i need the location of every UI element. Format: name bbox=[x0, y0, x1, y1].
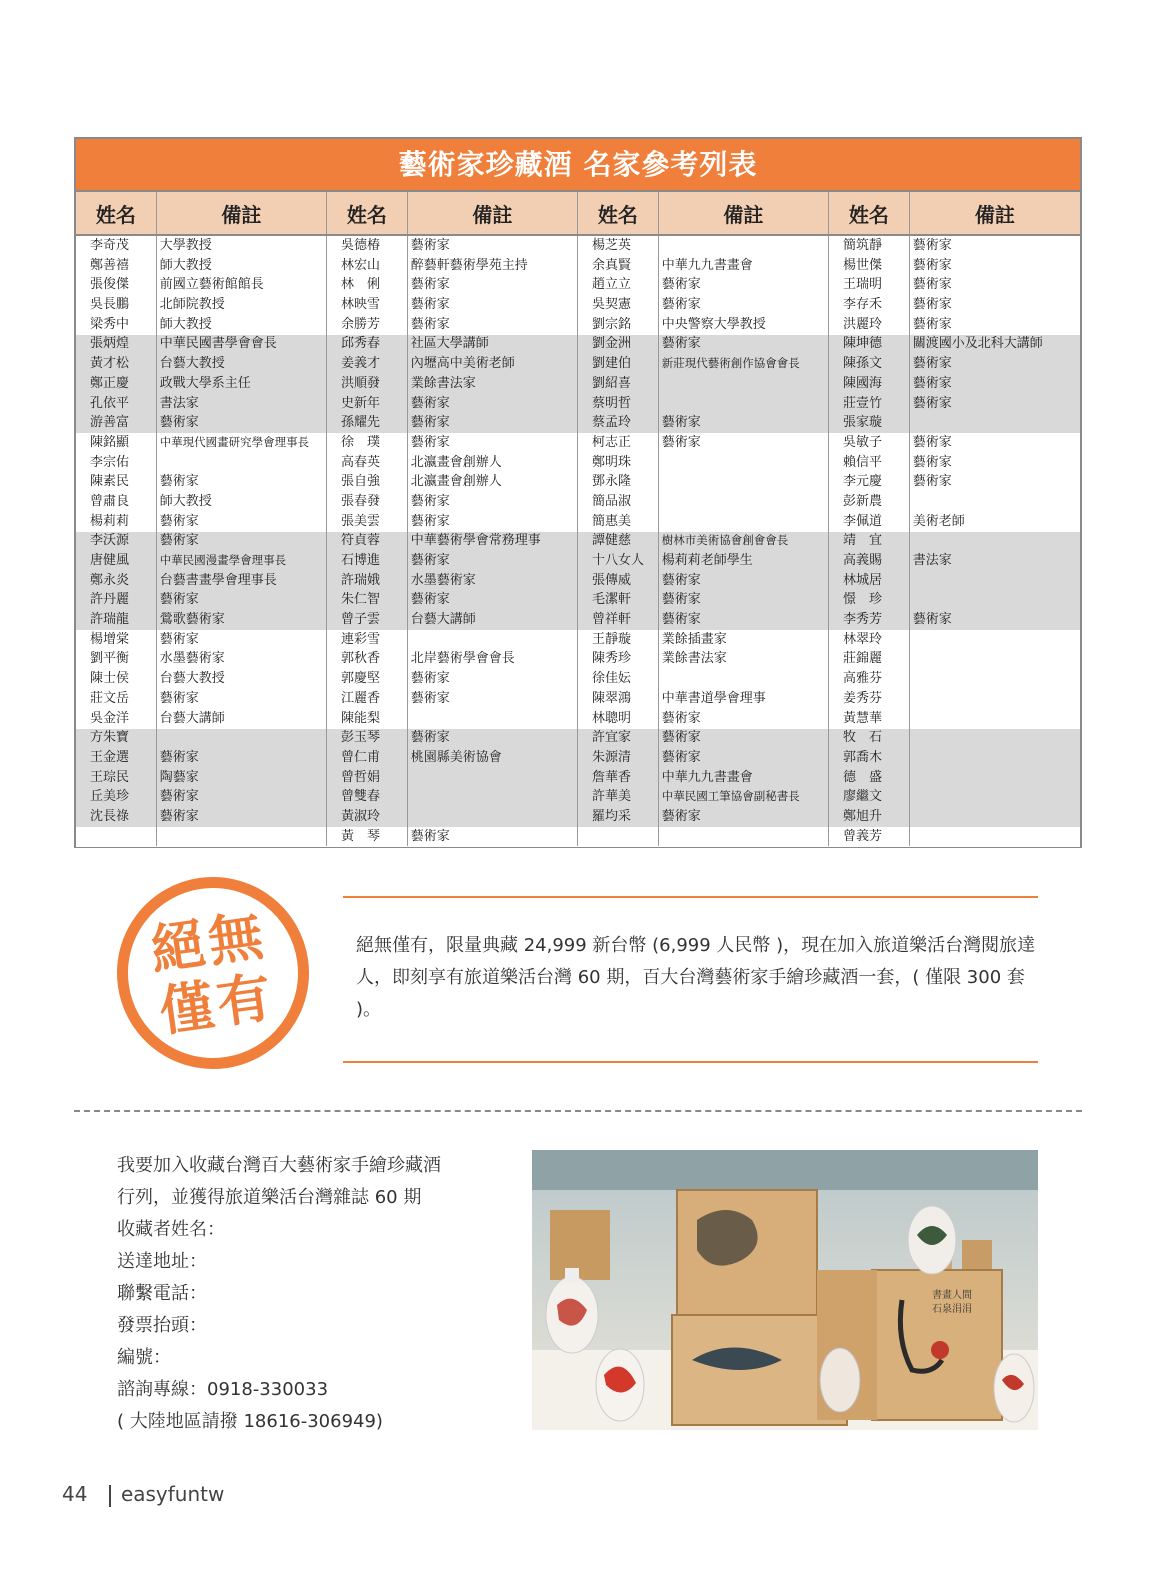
artist-note: 中央警察大學教授 bbox=[661, 316, 766, 332]
artist-note: 藝術家 bbox=[661, 277, 701, 293]
artist-name: 沈長祿 bbox=[90, 808, 130, 824]
artist-note: 藝術家 bbox=[912, 316, 952, 332]
artist-note: 藝術家 bbox=[661, 297, 701, 313]
artist-note: 藝術家 bbox=[661, 808, 701, 824]
header-name: 姓名 bbox=[76, 192, 157, 234]
artist-note: 藝術家 bbox=[912, 454, 952, 470]
artist-note bbox=[910, 768, 1080, 788]
artist-note bbox=[910, 649, 1080, 669]
artist-name bbox=[578, 827, 658, 847]
artist-note: 中華書道學會理事 bbox=[661, 690, 766, 706]
artist-note bbox=[157, 453, 326, 473]
collector-name-field: 收藏者姓名： bbox=[117, 1219, 225, 1240]
note-column bbox=[910, 236, 1080, 846]
artist-note: 台藝大教授 bbox=[159, 356, 225, 372]
header-note: 備註 bbox=[157, 192, 327, 234]
page-number: 44 bbox=[62, 1482, 88, 1506]
artist-name: 高義賜 bbox=[843, 553, 883, 568]
artist-name: 徐佳妘 bbox=[592, 671, 632, 687]
artist-name: 徐 璞 bbox=[341, 434, 381, 450]
artist-name: 李奇茂 bbox=[90, 238, 130, 253]
artist-name: 譚健慈 bbox=[592, 533, 632, 549]
artist-note: 藝術家 bbox=[410, 513, 450, 529]
box-inscription: 書畫人間 bbox=[932, 1290, 972, 1301]
artist-note: 藝術家 bbox=[159, 513, 199, 529]
artist-name: 許華美 bbox=[592, 789, 632, 805]
artist-note: 業餘書法家 bbox=[410, 375, 476, 391]
artist-name: 莊錦麗 bbox=[843, 651, 883, 667]
artist-name: 鄭旭升 bbox=[843, 808, 883, 824]
artist-name: 邱秀春 bbox=[341, 336, 381, 352]
mainland-hotline-text: ( 大陸地區請撥 18616-306949) bbox=[117, 1411, 383, 1432]
artist-name: 陳翠鴻 bbox=[592, 690, 632, 706]
note-column bbox=[408, 236, 578, 846]
artist-note: 藝術家 bbox=[912, 375, 952, 391]
table-title: 藝術家珍藏酒 名家參考列表 bbox=[76, 139, 1080, 190]
artist-note bbox=[659, 394, 828, 414]
artist-note bbox=[910, 787, 1080, 807]
artist-name: 陳坤德 bbox=[843, 336, 883, 352]
artist-note: 社區大學講師 bbox=[410, 336, 489, 352]
order-form bbox=[117, 1150, 441, 1438]
artist-name: 洪順發 bbox=[341, 375, 381, 391]
artist-name: 憬 珍 bbox=[843, 592, 883, 608]
artist-name: 陳秀珍 bbox=[592, 651, 632, 667]
artist-note: 藝術家 bbox=[410, 434, 450, 450]
artist-note: 陶藝家 bbox=[159, 769, 199, 785]
name-column bbox=[76, 236, 157, 846]
artist-name: 陳國海 bbox=[843, 375, 883, 391]
artist-name: 郭慶堅 bbox=[341, 671, 381, 687]
artist-note: 師大教授 bbox=[159, 316, 212, 332]
artist-note: 藝術家 bbox=[410, 415, 450, 431]
artist-name: 林映雪 bbox=[341, 297, 381, 313]
artist-note: 楊莉莉老師學生 bbox=[661, 553, 753, 568]
artist-name: 林城居 bbox=[843, 572, 883, 588]
artist-note: 中華藝術學會常務理事 bbox=[410, 533, 541, 549]
stamp-line-2: 僅有 bbox=[155, 963, 280, 1044]
offer-text: 絕無僅有，限量典藏 24,999 新台幣 (6,999 人民幣 )，現在加入旅道樂活台灣閱旅達人，即刻享有旅道樂活台灣 60 期，百大台灣藝術家手繪珍藏酒一套，( 僅限 300 套 )。 bbox=[356, 935, 1036, 1020]
artist-note: 北岸藝術學會會長 bbox=[410, 651, 515, 667]
box-inscription: 石泉涓涓 bbox=[932, 1304, 972, 1315]
artist-note bbox=[910, 689, 1080, 709]
artist-note: 藝術家 bbox=[410, 277, 450, 293]
artist-reference-table bbox=[74, 137, 1082, 848]
artist-note: 台藝書畫學會理事長 bbox=[159, 572, 277, 588]
artist-note: 藝術家 bbox=[912, 612, 952, 628]
artist-note bbox=[910, 728, 1080, 748]
artist-note bbox=[659, 472, 828, 492]
artist-note: 新莊現代藝術創作協會會長 bbox=[661, 356, 800, 371]
artist-note: 藝術家 bbox=[410, 297, 450, 313]
artist-note: 北瀛畫會創辦人 bbox=[410, 474, 502, 490]
artist-name: 鄭善禧 bbox=[90, 257, 130, 273]
number-field: 編號： bbox=[117, 1347, 171, 1368]
artist-name: 符貞蓉 bbox=[341, 533, 381, 549]
name-column bbox=[578, 236, 659, 846]
artist-note: 中華民國漫畫學會理事長 bbox=[159, 553, 287, 567]
artist-name: 李元慶 bbox=[843, 474, 883, 490]
artist-note: 藝術家 bbox=[410, 493, 450, 509]
artist-name: 劉宗銘 bbox=[592, 316, 632, 332]
artist-note: 台藝大教授 bbox=[159, 671, 225, 687]
artist-name: 許瑞龍 bbox=[90, 612, 130, 628]
artist-note bbox=[408, 787, 577, 807]
header-name: 姓名 bbox=[829, 192, 910, 234]
artist-note: 水墨藝術家 bbox=[159, 651, 225, 667]
artist-note: 醉藝軒藝術學苑主持 bbox=[410, 257, 528, 273]
artist-name: 楊增棠 bbox=[90, 631, 130, 647]
artist-note: 業餘插畫家 bbox=[661, 631, 727, 647]
artist-name: 林 俐 bbox=[341, 277, 381, 293]
artist-name: 十八女人 bbox=[592, 553, 645, 568]
artist-note: 藝術家 bbox=[410, 316, 450, 332]
artist-name: 黃 琴 bbox=[341, 828, 381, 844]
artist-name: 彭玉琴 bbox=[341, 730, 381, 746]
artist-name: 高雅芬 bbox=[843, 671, 883, 687]
form-intro-line-2: 行列，並獲得旅道樂活台灣雜誌 60 期 bbox=[117, 1187, 422, 1208]
artist-note: 內壢高中美術老師 bbox=[410, 356, 515, 372]
artist-note: 藝術家 bbox=[912, 356, 952, 372]
wine-collection-photo bbox=[532, 1150, 1038, 1430]
artist-note: 樹林市美術協會創會會長 bbox=[661, 533, 789, 548]
artist-name: 姜義才 bbox=[341, 356, 381, 372]
artist-name: 林翠玲 bbox=[843, 631, 883, 647]
hotline-text: 諮詢專線：0918-330033 bbox=[117, 1379, 329, 1400]
artist-note: 業餘書法家 bbox=[661, 651, 727, 667]
artist-note: 藝術家 bbox=[912, 395, 952, 411]
artist-name: 孫耀先 bbox=[341, 415, 381, 431]
table-header-row bbox=[76, 190, 1080, 236]
artist-name: 詹華香 bbox=[592, 769, 632, 785]
artist-name: 江麗香 bbox=[341, 690, 381, 706]
artist-name: 方朱寶 bbox=[90, 730, 130, 746]
artist-name: 羅均采 bbox=[592, 808, 632, 824]
artist-note: 書法家 bbox=[912, 553, 952, 568]
artist-note: 藝術家 bbox=[159, 690, 199, 706]
header-name: 姓名 bbox=[578, 192, 659, 234]
artist-name: 趙立立 bbox=[592, 277, 632, 293]
artist-name: 毛潔軒 bbox=[592, 592, 632, 608]
artist-name: 曾雙春 bbox=[341, 789, 381, 805]
artist-note bbox=[408, 630, 577, 650]
artist-note: 桃園縣美術協會 bbox=[410, 749, 502, 765]
artist-note: 藝術家 bbox=[661, 730, 701, 746]
artist-name: 陳素民 bbox=[90, 474, 130, 490]
artist-note: 藝術家 bbox=[912, 277, 952, 293]
header-note: 備註 bbox=[408, 192, 578, 234]
artist-name: 張家璇 bbox=[843, 415, 883, 431]
name-column bbox=[829, 236, 910, 846]
artist-name: 劉金洲 bbox=[592, 336, 632, 352]
artist-note: 藝術家 bbox=[661, 415, 701, 431]
offer-top-rule bbox=[343, 896, 1038, 898]
artist-name: 姜秀芬 bbox=[843, 690, 883, 706]
artist-name: 李存禾 bbox=[843, 297, 883, 313]
invoice-title-field: 發票抬頭： bbox=[117, 1315, 207, 1336]
artist-note: 藝術家 bbox=[159, 808, 199, 824]
artist-name: 蔡明哲 bbox=[592, 395, 632, 411]
artist-name: 簡品淑 bbox=[592, 493, 632, 509]
artist-note: 關渡國小及北科大講師 bbox=[912, 336, 1043, 352]
artist-name: 張俊傑 bbox=[90, 277, 130, 293]
exclusive-stamp bbox=[105, 865, 322, 1082]
artist-name: 王金選 bbox=[90, 749, 130, 765]
artist-name: 李宗佑 bbox=[90, 454, 130, 470]
artist-name: 劉建伯 bbox=[592, 356, 632, 372]
artist-name: 鄭明珠 bbox=[592, 454, 632, 470]
address-field: 送達地址： bbox=[117, 1251, 207, 1272]
artist-name: 余勝芳 bbox=[341, 316, 381, 332]
artist-note: 藝術家 bbox=[410, 671, 450, 687]
artist-name: 洪麗玲 bbox=[843, 316, 883, 332]
artist-name: 陳士侯 bbox=[90, 671, 130, 687]
artist-note bbox=[910, 827, 1080, 847]
artist-name: 曾仁甫 bbox=[341, 749, 381, 765]
artist-name: 鄧永隆 bbox=[592, 474, 632, 490]
artist-name: 孔依平 bbox=[90, 395, 130, 411]
note-column bbox=[157, 236, 327, 846]
artist-note: 中華九九書畫會 bbox=[661, 257, 753, 273]
artist-note: 政戰大學系主任 bbox=[159, 375, 251, 391]
artist-name: 高春英 bbox=[341, 454, 381, 470]
artist-name: 曾義芳 bbox=[843, 828, 883, 844]
artist-note: 藝術家 bbox=[410, 238, 450, 253]
artist-note bbox=[910, 531, 1080, 551]
artist-name: 張炳煌 bbox=[90, 336, 130, 352]
artist-name: 簡筑靜 bbox=[843, 238, 883, 253]
artist-note: 北師院教授 bbox=[159, 297, 225, 313]
artist-note: 藝術家 bbox=[410, 395, 450, 411]
artist-note: 中華現代國畫研究學會理事長 bbox=[159, 434, 310, 449]
artist-note: 藝術家 bbox=[159, 474, 199, 490]
artist-note bbox=[910, 590, 1080, 610]
artist-note bbox=[910, 630, 1080, 650]
artist-note bbox=[408, 709, 577, 729]
artist-name: 楊芝英 bbox=[592, 238, 632, 253]
artist-name: 劉紹喜 bbox=[592, 375, 632, 391]
artist-name: 張美雲 bbox=[341, 513, 381, 529]
artist-note: 藝術家 bbox=[159, 415, 199, 431]
artist-note: 台藝大講師 bbox=[410, 612, 476, 628]
artist-note bbox=[659, 492, 828, 512]
offer-bottom-rule bbox=[343, 1061, 1038, 1063]
artist-note bbox=[659, 453, 828, 473]
artist-name: 蔡孟玲 bbox=[592, 415, 632, 431]
artist-note: 藝術家 bbox=[410, 730, 450, 746]
artist-note bbox=[659, 512, 828, 532]
artist-name bbox=[76, 827, 156, 847]
artist-name: 廖繼文 bbox=[843, 789, 883, 805]
artist-note bbox=[910, 571, 1080, 591]
artist-name: 楊莉莉 bbox=[90, 513, 130, 529]
artist-name: 林宏山 bbox=[341, 257, 381, 273]
artist-note: 藝術家 bbox=[159, 533, 199, 549]
artist-name: 余真賢 bbox=[592, 257, 632, 273]
form-intro-line-1: 我要加入收藏台灣百大藝術家手繪珍藏酒 bbox=[117, 1155, 441, 1176]
artist-note bbox=[408, 807, 577, 827]
artist-name: 曾肅良 bbox=[90, 493, 130, 509]
artist-note: 藝術家 bbox=[159, 749, 199, 765]
artist-note: 藝術家 bbox=[661, 612, 701, 628]
artist-name: 許丹麗 bbox=[90, 592, 130, 608]
artist-note bbox=[157, 728, 326, 748]
artist-note: 書法家 bbox=[159, 395, 199, 411]
artist-name: 黃才松 bbox=[90, 356, 130, 372]
artist-name: 莊文岳 bbox=[90, 690, 130, 706]
artist-note: 藝術家 bbox=[159, 789, 199, 805]
artist-name: 張自強 bbox=[341, 474, 381, 490]
artist-note bbox=[659, 236, 828, 256]
table-body bbox=[76, 236, 1080, 846]
artist-name: 李秀芳 bbox=[843, 612, 883, 628]
artist-name: 曾祥軒 bbox=[592, 612, 632, 628]
artist-name: 唐健風 bbox=[90, 553, 130, 568]
artist-note bbox=[910, 807, 1080, 827]
artist-name: 吳長鵬 bbox=[90, 297, 130, 313]
artist-name: 黃慧華 bbox=[843, 710, 883, 726]
artist-name: 黃淑玲 bbox=[341, 808, 381, 824]
artist-note: 前國立藝術館館長 bbox=[159, 277, 264, 293]
artist-note: 藝術家 bbox=[159, 592, 199, 608]
artist-name: 德 盛 bbox=[843, 769, 883, 785]
artist-name: 李佩道 bbox=[843, 513, 883, 529]
artist-note: 藝術家 bbox=[661, 572, 701, 588]
artist-name: 郭喬木 bbox=[843, 749, 883, 765]
artist-name: 吳德椿 bbox=[341, 238, 381, 253]
artist-note: 師大教授 bbox=[159, 257, 212, 273]
artist-name: 張傳威 bbox=[592, 572, 632, 588]
cut-line bbox=[74, 1110, 1082, 1112]
artist-note: 美術老師 bbox=[912, 513, 965, 529]
artist-note: 藝術家 bbox=[912, 257, 952, 273]
stamp-line-1: 絕無 bbox=[146, 902, 271, 983]
artist-name: 柯志正 bbox=[592, 434, 632, 450]
artist-name: 王琮民 bbox=[90, 769, 130, 785]
artist-name: 連彩雪 bbox=[341, 631, 381, 647]
artist-note: 藝術家 bbox=[912, 474, 952, 490]
artist-name: 王瑞明 bbox=[843, 277, 883, 293]
artist-name: 史新年 bbox=[341, 395, 381, 411]
artist-note: 藝術家 bbox=[661, 592, 701, 608]
artist-name: 賴信平 bbox=[843, 454, 883, 470]
artist-note: 藝術家 bbox=[912, 434, 952, 450]
artist-note bbox=[910, 709, 1080, 729]
artist-note: 中華九九書畫會 bbox=[661, 769, 753, 785]
artist-name: 陳銘顯 bbox=[90, 434, 130, 450]
name-column bbox=[327, 236, 408, 846]
artist-note: 藝術家 bbox=[661, 710, 701, 726]
artist-note bbox=[157, 827, 326, 847]
artist-note: 師大教授 bbox=[159, 493, 212, 509]
artist-note: 藝術家 bbox=[661, 749, 701, 765]
artist-note: 中華民國書學會會長 bbox=[159, 336, 277, 352]
artist-name: 吳金洋 bbox=[90, 710, 130, 726]
artist-note: 藝術家 bbox=[912, 238, 952, 253]
artist-name: 林聰明 bbox=[592, 710, 632, 726]
artist-name: 李沃源 bbox=[90, 533, 130, 549]
artist-note: 藝術家 bbox=[661, 434, 701, 450]
artist-note: 藝術家 bbox=[159, 631, 199, 647]
artist-name: 莊壹竹 bbox=[843, 395, 883, 411]
artist-note: 藝術家 bbox=[410, 828, 450, 844]
artist-note: 鶯歌藝術家 bbox=[159, 612, 225, 628]
note-column bbox=[659, 236, 829, 846]
artist-name: 吳敏子 bbox=[843, 434, 883, 450]
artist-note bbox=[910, 669, 1080, 689]
artist-note: 藝術家 bbox=[410, 690, 450, 706]
artist-note: 藝術家 bbox=[661, 336, 701, 352]
artist-note bbox=[910, 748, 1080, 768]
artist-note bbox=[910, 492, 1080, 512]
artist-name: 王靜璇 bbox=[592, 631, 632, 647]
artist-name: 鄭永炎 bbox=[90, 572, 130, 588]
artist-name: 陳能梨 bbox=[341, 710, 381, 726]
artist-note: 台藝大講師 bbox=[159, 710, 225, 726]
artist-note bbox=[910, 413, 1080, 433]
artist-note bbox=[659, 374, 828, 394]
footer-divider bbox=[109, 1485, 111, 1507]
artist-name: 牧 石 bbox=[843, 730, 883, 746]
artist-name: 朱源清 bbox=[592, 749, 632, 765]
artist-note bbox=[408, 768, 577, 788]
artist-note: 中華民國工筆協會副秘書長 bbox=[661, 789, 800, 804]
artist-note: 藝術家 bbox=[410, 553, 450, 568]
artist-note: 水墨藝術家 bbox=[410, 572, 476, 588]
photo-illustration bbox=[532, 1150, 1038, 1430]
artist-name: 簡惠美 bbox=[592, 513, 632, 529]
artist-note: 藝術家 bbox=[410, 592, 450, 608]
artist-name: 游善富 bbox=[90, 415, 130, 431]
artist-name: 許瑞娥 bbox=[341, 572, 381, 588]
artist-name: 曾哲娟 bbox=[341, 769, 381, 785]
artist-note: 大學教授 bbox=[159, 238, 212, 253]
artist-name: 梁秀中 bbox=[90, 316, 130, 332]
artist-note bbox=[659, 669, 828, 689]
header-name: 姓名 bbox=[327, 192, 408, 234]
artist-name: 郭秋香 bbox=[341, 651, 381, 667]
artist-name: 鄭正慶 bbox=[90, 375, 130, 391]
phone-field: 聯繫電話： bbox=[117, 1283, 207, 1304]
footer-brand: easyfuntw bbox=[120, 1482, 225, 1506]
artist-name: 彭新農 bbox=[843, 493, 883, 509]
artist-name: 吳契憲 bbox=[592, 297, 632, 313]
artist-note bbox=[659, 827, 828, 847]
header-note: 備註 bbox=[659, 192, 829, 234]
artist-name: 石博進 bbox=[341, 553, 381, 568]
artist-name: 陳孫文 bbox=[843, 356, 883, 372]
artist-name: 劉平衡 bbox=[90, 651, 130, 667]
artist-name: 楊世傑 bbox=[843, 257, 883, 273]
page-footer bbox=[62, 1482, 224, 1507]
artist-note: 藝術家 bbox=[912, 297, 952, 313]
artist-name: 丘美珍 bbox=[90, 789, 130, 805]
artist-name: 朱仁智 bbox=[341, 592, 381, 608]
artist-name: 張春發 bbox=[341, 493, 381, 509]
artist-name: 靖 宜 bbox=[843, 533, 883, 549]
artist-name: 許宜家 bbox=[592, 730, 632, 746]
artist-name: 曾子雲 bbox=[341, 612, 381, 628]
header-note: 備註 bbox=[974, 202, 1015, 227]
artist-note: 北瀛畫會創辦人 bbox=[410, 454, 502, 470]
